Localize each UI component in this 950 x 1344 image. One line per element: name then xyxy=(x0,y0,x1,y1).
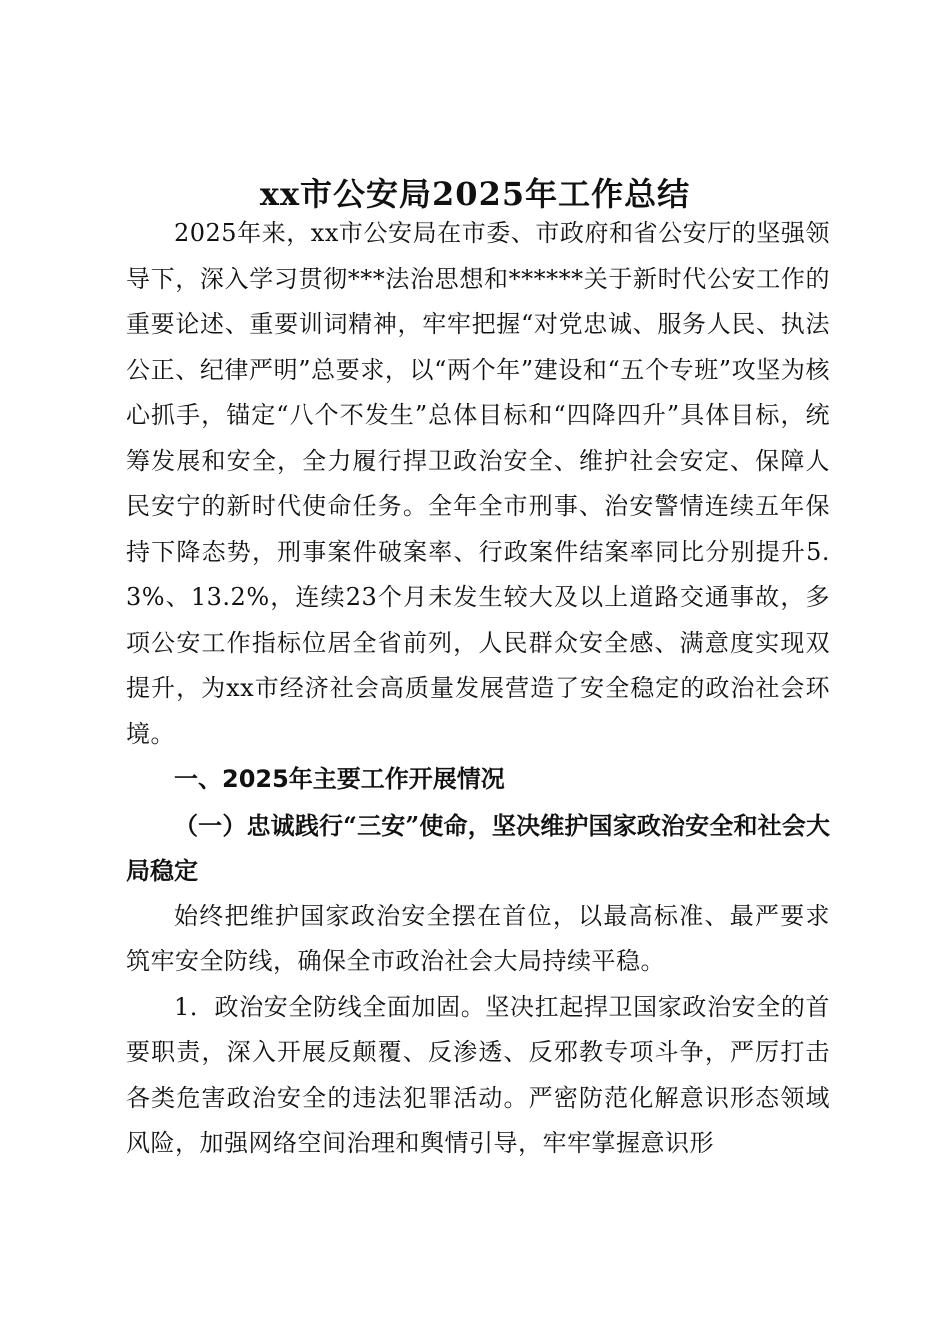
section-heading-1: 一、2025年主要工作开展情况 xyxy=(174,765,505,793)
item-1-paragraph: 1．政治安全防线全面加固。坚决扛起捍卫国家政治安全的首要职责，深入开展反颠覆、反渗透、反邪教专项斗争，严厉打击各类危害政治安全的违法犯罪活动。严密防范化解意识形态领域风险，加强网络空间治理和舆情引导，牢牢掌握意识形 xyxy=(126,992,830,1157)
intro-paragraph: 2025年来，xx市公安局在市委、市政府和省公安厅的坚强领导下，深入学习贯彻***法治思想和******关于新时代公安工作的重要论述、重要训词精神，牢牢把握“对党忠诚、服务人民、执法公正、纪律严明”总要求，以“两个年”建设和“五个专班”攻坚为核心抓手，锚定“八个不发生”总体目标和“四降四升”具体目标，统筹发展和安全，全力履行捍卫政治安全、维护社会安定、保障人民安宁的新时代使命任务。全年全市刑事、治安警情连续五年保持下降态势，刑事案件破案率、行政案件结案率同比分别提升5.3%、13.2%，连续23个月未发生较大及以上道路交通事故，多项公安工作指标位居全省前列，人民群众安全感、满意度实现双提升，为xx市经济社会高质量发展营造了安全稳定的政治社会环境。 xyxy=(126,219,830,748)
subsection-heading-1: （一）忠诚践行“三安”使命，坚决维护国家政治安全和社会大局稳定 xyxy=(126,810,830,885)
subsection-intro-paragraph: 始终把维护国家政治安全摆在首位，以最高标准、最严要求筑牢安全防线，确保全市政治社会大局持续平稳。 xyxy=(126,901,830,975)
document-body xyxy=(126,211,830,1167)
document-title: xx市公安局2025年工作总结 xyxy=(259,175,691,213)
